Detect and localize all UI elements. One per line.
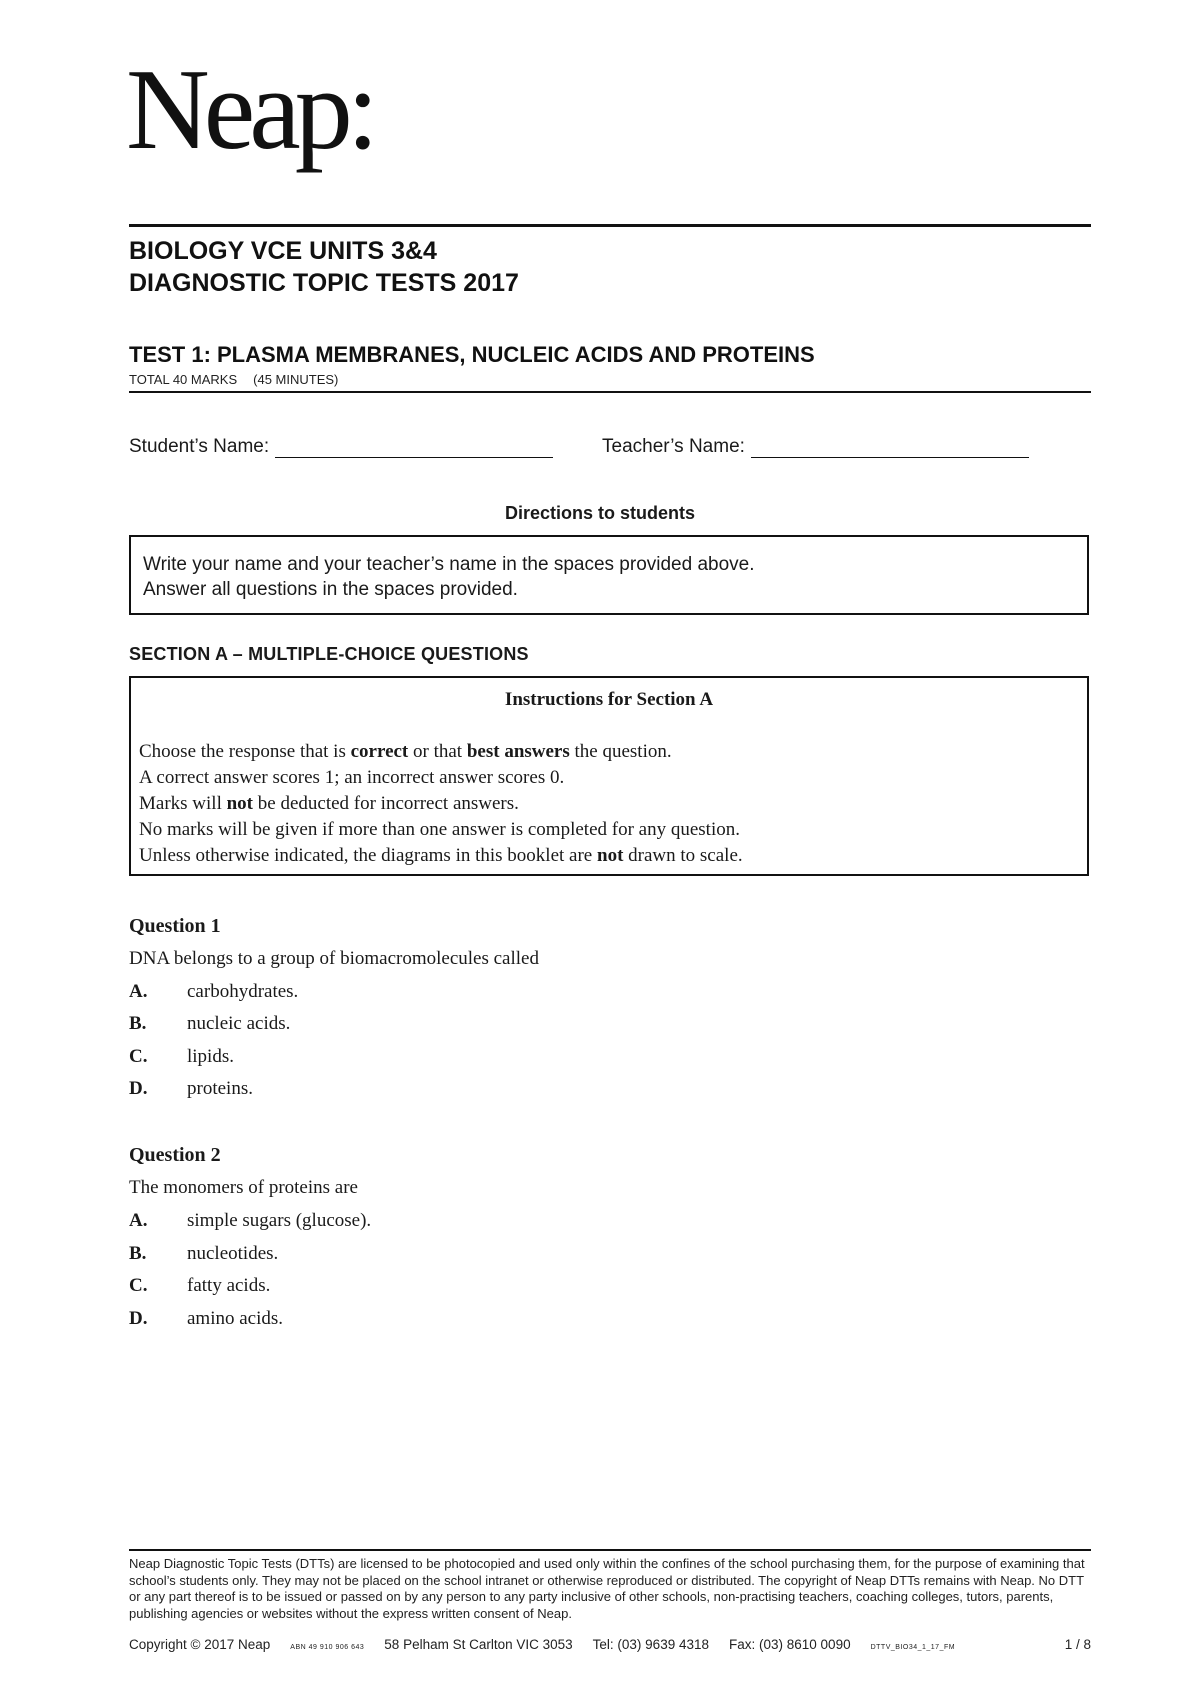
directions-title: Directions to students (504, 503, 696, 523)
option-text: proteins. (187, 1078, 253, 1099)
emphasis: best answers (466, 741, 570, 762)
fax: Fax: (03) 8610 0090 (729, 1637, 851, 1652)
question-1-title: Question 1 (129, 915, 221, 937)
student-name-label: Student’s Name: (129, 436, 270, 457)
option-letter: B. (129, 1243, 147, 1264)
text: be deducted for incorrect answers. (253, 793, 519, 814)
option-letter: D. (129, 1308, 148, 1329)
directions-line: Answer all questions in the spaces provided. (143, 579, 518, 600)
directions-box (129, 535, 1089, 615)
text: drawn to scale. (623, 845, 743, 866)
option-text: nucleotides. (187, 1243, 279, 1264)
question-1-option-c[interactable] (129, 1046, 234, 1068)
instructions-box (129, 676, 1089, 876)
question-2-option-d[interactable] (129, 1308, 283, 1330)
footer-notice: Neap Diagnostic Topic Tests (DTTs) are licensed to be photocopied and used only within the confines of the school purchasing them, for the purpose of examining that school’s students only. They may not be placed on the school intranet or otherwise reproduced or distributed. The copyright of Neap DTTs remains with Neap. No DTT or any part thereof is to be issued or passed on by any person to any party inclusive of other schools, non-practising teachers, coaching colleges, tutors, parents, publishing agencies or websites without the express written consent of Neap. (129, 1556, 1085, 1621)
question-2-option-a[interactable] (129, 1210, 371, 1232)
copyright: Copyright © 2017 Neap (129, 1637, 271, 1652)
student-name-line[interactable] (275, 439, 553, 458)
text: Unless otherwise indicated, the diagrams in this booklet are (139, 845, 597, 866)
document-code: DTTV_BIO34_1_17_FM (870, 1644, 956, 1651)
student-name-field (129, 436, 553, 458)
question-2-option-c[interactable] (129, 1275, 270, 1297)
footer-rule (129, 1549, 1091, 1551)
teacher-name-field (602, 436, 1029, 458)
instruction-line (139, 791, 1079, 817)
option-text: fatty acids. (187, 1275, 271, 1296)
emphasis: not (597, 845, 624, 866)
option-text: amino acids. (187, 1308, 284, 1329)
section-a-title: SECTION A – MULTIPLE-CHOICE QUESTIONS (129, 644, 529, 664)
option-text: nucleic acids. (187, 1013, 291, 1034)
option-letter: A. (129, 1210, 148, 1231)
question-1-stem: DNA belongs to a group of biomacromolecules called (129, 948, 539, 969)
header-bottom-rule (129, 391, 1091, 393)
option-letter: D. (129, 1078, 148, 1099)
footer-copyright-line (129, 1637, 1091, 1652)
text: the question. (569, 741, 672, 762)
teacher-name-line[interactable] (751, 439, 1029, 458)
telephone: Tel: (03) 9639 4318 (592, 1637, 709, 1652)
instruction-line: A correct answer scores 1; an incorrect answer scores 0. (139, 767, 565, 788)
instructions-title: Instructions for Section A (504, 689, 714, 710)
abn: ABN 49 910 906 643 (290, 1644, 365, 1651)
emphasis: correct (350, 741, 409, 762)
test-meta (129, 372, 354, 387)
emphasis: not (226, 793, 254, 814)
option-letter: C. (129, 1046, 148, 1067)
tests-title: DIAGNOSTIC TOPIC TESTS 2017 (129, 269, 519, 297)
page-number: 1 / 8 (1064, 1637, 1091, 1652)
question-1-option-d[interactable] (129, 1078, 253, 1100)
option-text: simple sugars (glucose). (187, 1210, 372, 1231)
question-1-option-b[interactable] (129, 1013, 290, 1035)
address: 58 Pelham St Carlton VIC 3053 (384, 1637, 573, 1652)
text: or that (408, 741, 467, 762)
neap-logo: Neap: (126, 46, 373, 174)
text: Choose the response that is (139, 741, 351, 762)
option-letter: A. (129, 981, 148, 1002)
question-2-title: Question 2 (129, 1144, 221, 1166)
question-2-stem: The monomers of proteins are (129, 1177, 358, 1198)
text: Marks will (139, 793, 227, 814)
instruction-line (139, 843, 1079, 869)
instruction-line (139, 739, 1079, 765)
option-letter: C. (129, 1275, 148, 1296)
question-1-option-a[interactable] (129, 981, 298, 1003)
option-letter: B. (129, 1013, 147, 1034)
course-title: BIOLOGY VCE UNITS 3&4 (129, 237, 437, 265)
total-marks: TOTAL 40 MARKS (129, 372, 238, 387)
header-top-rule (129, 224, 1091, 227)
instruction-line: No marks will be given if more than one answer is completed for any question. (139, 819, 740, 840)
option-text: lipids. (187, 1046, 234, 1067)
teacher-name-label: Teacher’s Name: (602, 436, 745, 457)
question-2-option-b[interactable] (129, 1243, 278, 1265)
test-title: TEST 1: PLASMA MEMBRANES, NUCLEIC ACIDS AND PROTEINS (129, 342, 815, 367)
option-text: carbohydrates. (187, 981, 299, 1002)
directions-line: Write your name and your teacher’s name in the spaces provided above. (143, 554, 755, 575)
time-allowed: (45 MINUTES) (253, 372, 339, 387)
